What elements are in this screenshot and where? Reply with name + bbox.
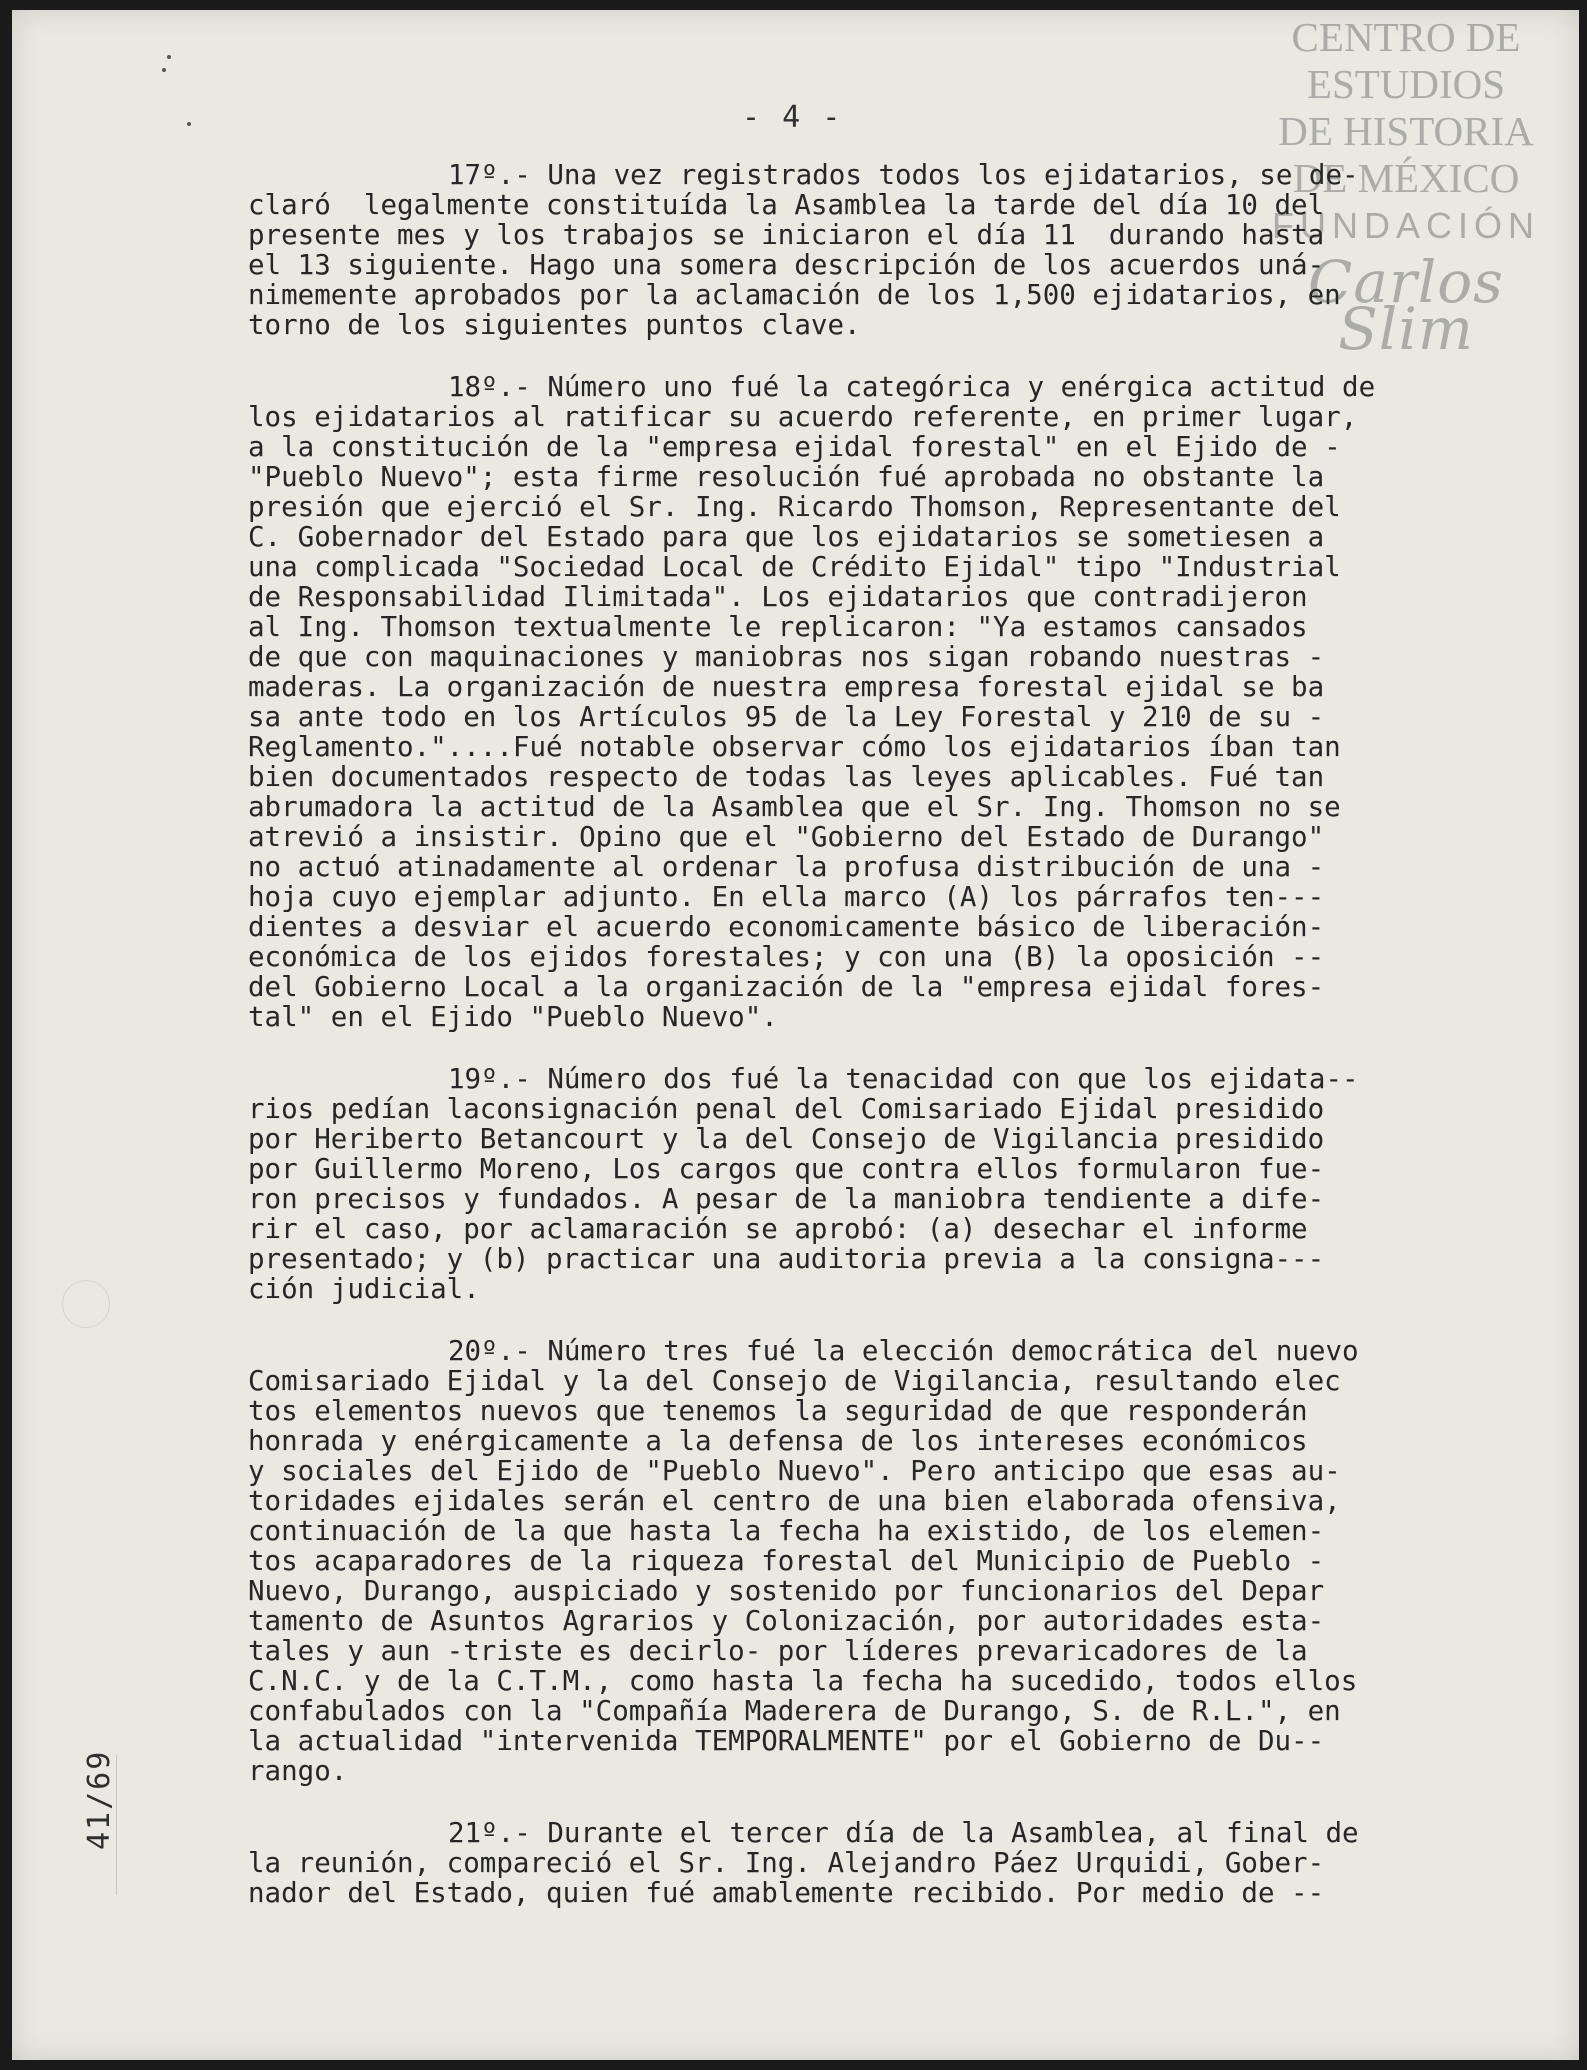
paragraph xyxy=(248,160,1528,340)
text-line: sa ante todo en los Artículos 95 de la Ley Forestal y 210 de su - xyxy=(248,701,1325,733)
text-line: presente mes y los trabajos se iniciaron el día 11 durando hasta xyxy=(248,219,1325,251)
text-line: por Heriberto Betancourt y la del Consejo de Vigilancia presidido xyxy=(248,1123,1325,1155)
paragraph xyxy=(248,372,1528,1032)
text-line: rango. xyxy=(248,1755,348,1787)
text-line: C. Gobernador del Estado para que los ejidatarios se sometiesen a xyxy=(248,521,1325,553)
text-line: por Guillermo Moreno, Los cargos que contra ellos formularon fue- xyxy=(248,1153,1325,1185)
text-line: a la constitución de la "empresa ejidal forestal" en el Ejido de - xyxy=(248,431,1341,463)
text-line: presión que ejerció el Sr. Ing. Ricardo Thomson, Representante del xyxy=(248,491,1341,523)
text-line: toridades ejidales serán el centro de una bien elaborada ofensiva, xyxy=(248,1485,1341,1517)
paragraph xyxy=(248,1818,1528,1908)
document-body xyxy=(248,160,1528,1940)
text-line: la reunión, compareció el Sr. Ing. Alejandro Páez Urquidi, Gober- xyxy=(248,1847,1325,1879)
text-line: dientes a desviar el acuerdo economicamente básico de liberación- xyxy=(248,911,1325,943)
text-line: los ejidatarios al ratificar su acuerdo referente, en primer lugar, xyxy=(248,401,1358,433)
text-line: rir el caso, por aclamaración se aprobó: (a) desechar el informe xyxy=(248,1213,1308,1245)
ink-speck xyxy=(167,55,171,59)
text-line: nador del Estado, quien fué amablemente recibido. Por medio de -- xyxy=(248,1877,1325,1909)
punch-hole-mark xyxy=(62,1280,110,1328)
ink-speck xyxy=(162,68,166,72)
text-line: 18º.- Número uno fué la categórica y enérgica actitud de xyxy=(448,371,1376,403)
text-line: 21º.- Durante el tercer día de la Asamblea, al final de xyxy=(448,1817,1359,1849)
text-line: de que con maquinaciones y maniobras nos sigan robando nuestras - xyxy=(248,641,1325,673)
text-line: bien documentados respecto de todas las leyes aplicables. Fué tan xyxy=(248,761,1325,793)
text-line: confabulados con la "Compañía Maderera de Durango, S. de R.L.", en xyxy=(248,1695,1341,1727)
text-line: continuación de la que hasta la fecha ha existido, de los elemen- xyxy=(248,1515,1325,1547)
text-line: tal" en el Ejido "Pueblo Nuevo". xyxy=(248,1001,778,1033)
text-line: ron precisos y fundados. A pesar de la maniobra tendiente a dife- xyxy=(248,1183,1325,1215)
text-line: tos elementos nuevos que tenemos la seguridad de que responderán xyxy=(248,1395,1308,1427)
text-line: ción judicial. xyxy=(248,1273,480,1305)
text-line: la actualidad "intervenida TEMPORALMENTE" por el Gobierno de Du-- xyxy=(248,1725,1325,1757)
text-line: hoja cuyo ejemplar adjunto. En ella marco (A) los párrafos ten--- xyxy=(248,881,1325,913)
text-line: tamento de Asuntos Agrarios y Colonización, por autoridades esta- xyxy=(248,1605,1325,1637)
text-line: 17º.- Una vez registrados todos los ejidatarios, se de- xyxy=(448,159,1359,191)
paragraph xyxy=(248,1336,1528,1786)
text-line: presentado; y (b) practicar una auditoria previa a la consigna--- xyxy=(248,1243,1325,1275)
text-line: de Responsabilidad Ilimitada". Los ejidatarios que contradijeron xyxy=(248,581,1308,613)
text-line: el 13 siguiente. Hago una somera descripción de los acuerdos uná- xyxy=(248,249,1325,281)
text-line: C.N.C. y de la C.T.M., como hasta la fecha ha sucedido, todos ellos xyxy=(248,1665,1358,1697)
watermark-line: FUNDACIÓN xyxy=(1272,205,1540,246)
text-line: abrumadora la actitud de la Asamblea que el Sr. Ing. Thomson no se xyxy=(248,791,1341,823)
text-line: rios pedían laconsignación penal del Comisariado Ejidal presidido xyxy=(248,1093,1325,1125)
text-line: al Ing. Thomson textualmente le replicaron: "Ya estamos cansados xyxy=(248,611,1308,643)
text-line: económica de los ejidos forestales; y con una (B) la oposición -- xyxy=(248,941,1325,973)
watermark-line: DE MÉXICO xyxy=(1292,155,1520,201)
text-line: atrevió a insistir. Opino que el "Gobierno del Estado de Durango" xyxy=(248,821,1325,853)
watermark-line: DE HISTORIA xyxy=(1278,108,1534,154)
text-line: 19º.- Número dos fué la tenacidad con que los ejidata-- xyxy=(448,1063,1359,1095)
page-number: - 4 - xyxy=(742,100,843,135)
text-line: honrada y enérgicamente a la defensa de los intereses económicos xyxy=(248,1425,1308,1457)
text-line: "Pueblo Nuevo"; esta firme resolución fué aprobada no obstante la xyxy=(248,461,1325,493)
text-line: y sociales del Ejido de "Pueblo Nuevo". Pero anticipo que esas au- xyxy=(248,1455,1341,1487)
paragraph xyxy=(248,1064,1528,1304)
ink-speck xyxy=(187,122,191,126)
watermark-signature: Carlos Slim xyxy=(1308,248,1504,363)
text-line: no actuó atinadamente al ordenar la profusa distribución de una - xyxy=(248,851,1325,883)
watermark-line: CENTRO DE xyxy=(1291,14,1521,60)
text-line: torno de los siguientes puntos clave. xyxy=(248,309,861,341)
archive-code: 41/69 xyxy=(82,1749,117,1850)
text-line: del Gobierno Local a la organización de la "empresa ejidal fores- xyxy=(248,971,1325,1003)
margin-rule xyxy=(116,1755,123,1895)
text-line: 20º.- Número tres fué la elección democrática del nuevo xyxy=(448,1335,1359,1367)
text-line: maderas. La organización de nuestra empresa forestal ejidal se ba xyxy=(248,671,1325,703)
text-line: tos acaparadores de la riqueza forestal del Municipio de Pueblo - xyxy=(248,1545,1325,1577)
document-page xyxy=(12,10,1579,2060)
text-line: claró legalmente constituída la Asamblea la tarde del día 10 del xyxy=(248,189,1325,221)
watermark-line: ESTUDIOS xyxy=(1306,61,1506,107)
text-line: una complicada "Sociedad Local de Crédito Ejidal" tipo "Industrial xyxy=(248,551,1341,583)
text-line: Reglamento."....Fué notable observar cómo los ejidatarios íban tan xyxy=(248,731,1341,763)
text-line: Nuevo, Durango, auspiciado y sostenido por funcionarios del Depar xyxy=(248,1575,1325,1607)
text-line: Comisariado Ejidal y la del Consejo de Vigilancia, resultando elec xyxy=(248,1365,1341,1397)
text-line: tales y aun -triste es decirlo- por líderes prevaricadores de la xyxy=(248,1635,1308,1667)
text-line: nimemente aprobados por la aclamación de los 1,500 ejidatarios, en xyxy=(248,279,1341,311)
